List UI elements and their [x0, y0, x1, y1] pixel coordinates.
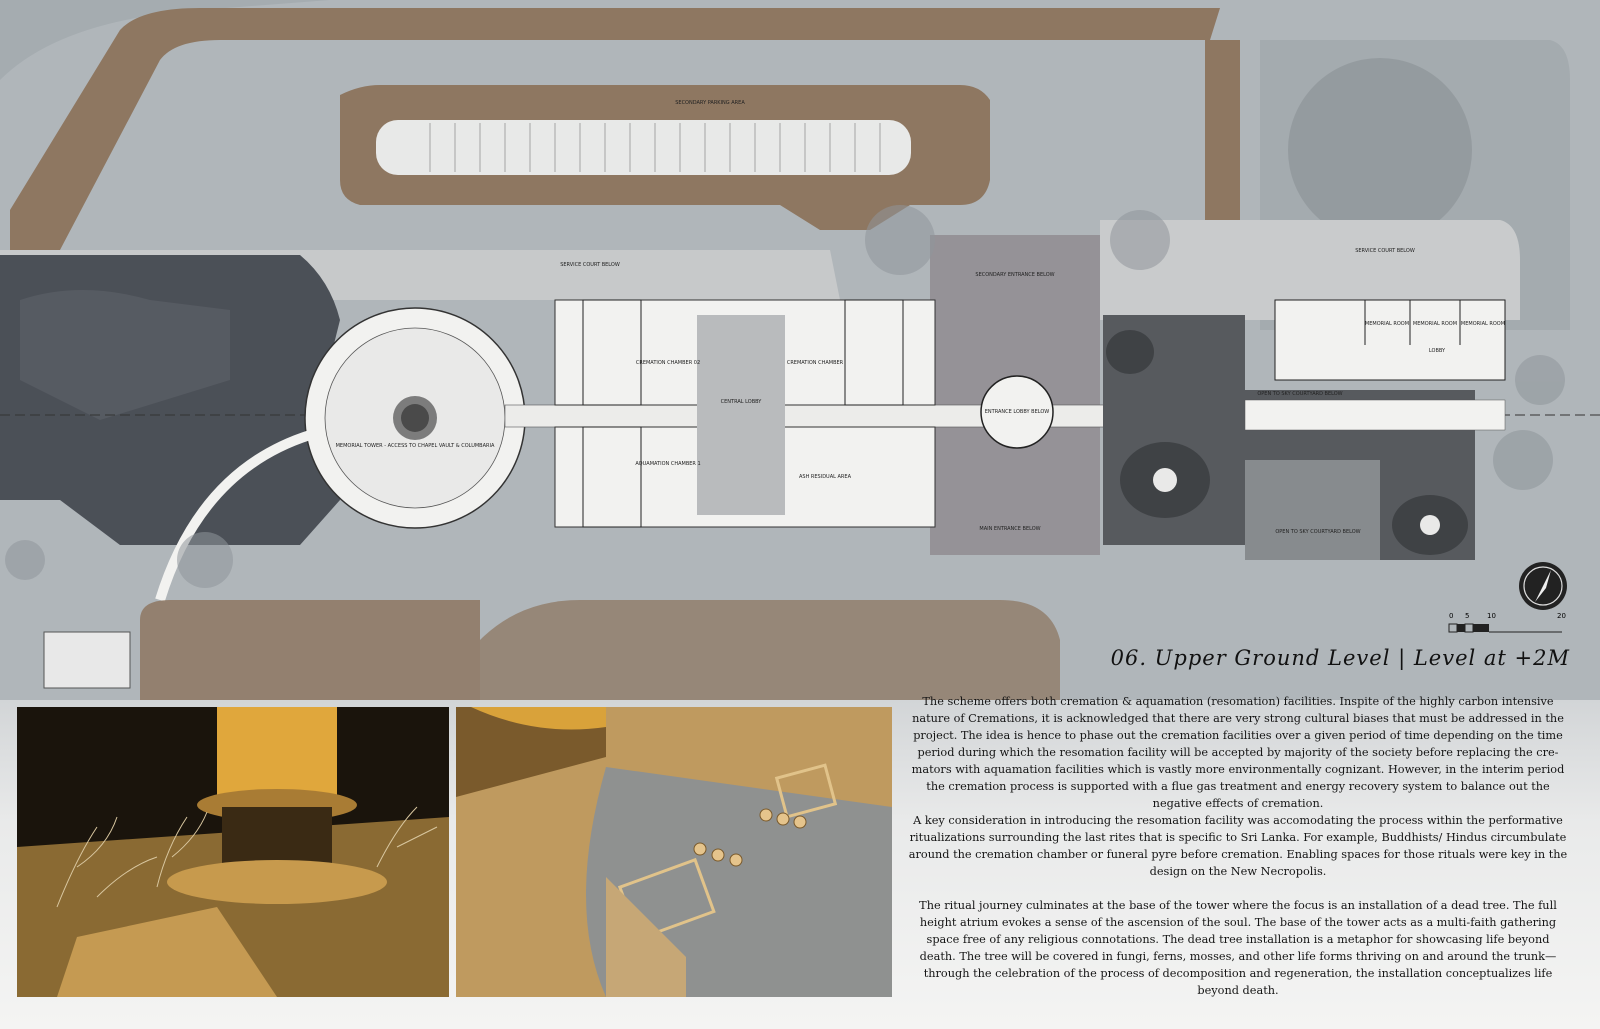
label-open-courtyard-bottom: OPEN TO SKY COURTYARD BELOW [1275, 529, 1361, 535]
label-aquamation-chamber: AQUAMATION CHAMBER 1 [635, 461, 701, 467]
label-memorial-room-2: MEMORIAL ROOM [1412, 321, 1458, 327]
label-cremation-chamber-1: CREMATION CHAMBER [786, 360, 844, 366]
label-open-courtyard-top: OPEN TO SKY COURTYARD BELOW [1257, 391, 1343, 397]
label-memorial-room-3: MEMORIAL ROOM [1460, 321, 1506, 327]
central-lobby [697, 315, 785, 515]
north-arrow-icon [1515, 558, 1571, 614]
label-service-court-left: SERVICE COURT BELOW [560, 262, 620, 268]
label-ash-residual-area: ASH RESIDUAL AREA [798, 474, 852, 480]
tree-canopy [1288, 58, 1472, 242]
secondary-parking [376, 120, 911, 175]
description-paragraph-2: A key consideration in introducing the resomation facility was accomodating the process within the performative ritualizations surrounding the last rites that is specific to Sri Lanka. For example, Buddhists/ Hindus circumbulate around the cremation chamber or funeral pyre before cremation. Enabling spaces for those rituals were key in the design on the New Necropolis. [908, 814, 1568, 878]
model-photo-roof-courtyard [456, 707, 892, 997]
label-cremation-chamber-2: CREMATION CHAMBER 02 [635, 360, 701, 366]
label-central-lobby: CENTRAL LOBBY [720, 399, 762, 405]
label-memorial-room-1: MEMORIAL ROOM [1364, 321, 1410, 327]
label-memorial-tower: MEMORIAL TOWER - ACCESS TO CHAPEL VAULT & COLUMBARIA [335, 443, 495, 449]
scale-tick-0: 0 [1449, 612, 1454, 620]
scale-tick-10: 10 [1487, 612, 1496, 620]
model-photo-tower-base [17, 707, 449, 997]
label-secondary-entrance: SECONDARY ENTRANCE BELOW [975, 272, 1055, 278]
label-main-entrance: MAIN ENTRANCE BELOW [979, 526, 1041, 532]
scale-tick-5: 5 [1465, 612, 1470, 620]
label-secondary-parking: SECONDARY PARKING AREA [675, 100, 745, 106]
description-paragraph-1: The scheme offers both cremation & aquamation (resomation) facilities. Inspite of the highly carbon intensive nature of Cremations, it is acknowledged that there are very strong cultural biases that must be addressed in the project. The idea is hence to phase out the cremation facilities over a given period of time depending on the time period during which the resomation facility will be accepted by majority of the society before replacing the cre-mators with aquamation facilities which is vastly more environmentally cognizant. However, in the interim period the cremation process is supported with a flue gas treatment and energy recovery system to balance out the negative effects of cremation. [911, 695, 1565, 810]
label-service-court-right: SERVICE COURT BELOW [1355, 248, 1415, 254]
scale-bar [1447, 610, 1577, 642]
label-entrance-lobby: ENTRANCE LOBBY BELOW [984, 409, 1050, 415]
memorial-rooms-block [1275, 300, 1505, 380]
scale-tick-20: 20 [1557, 612, 1566, 620]
description-text [908, 693, 1568, 999]
description-paragraph-3: The ritual journey culminates at the base of the tower where the focus is an installation of a dead tree. The full height atrium evokes a sense of the ascension of the soul. The base of the tower acts as a multi-faith gathering space free of any religious connotations. The dead tree installation is a metaphor for showcasing life beyond death. The tree will be covered in fungi, ferns, mosses, and other life forms thriving on and around the trunk— through the celebration of the process of decomposition and regeneration, the installation conceptualizes life beyond death. [919, 899, 1557, 997]
label-lobby: LOBBY [1428, 348, 1446, 354]
page-title: 06. Upper Ground Level | Level at +2M [1110, 646, 1570, 670]
